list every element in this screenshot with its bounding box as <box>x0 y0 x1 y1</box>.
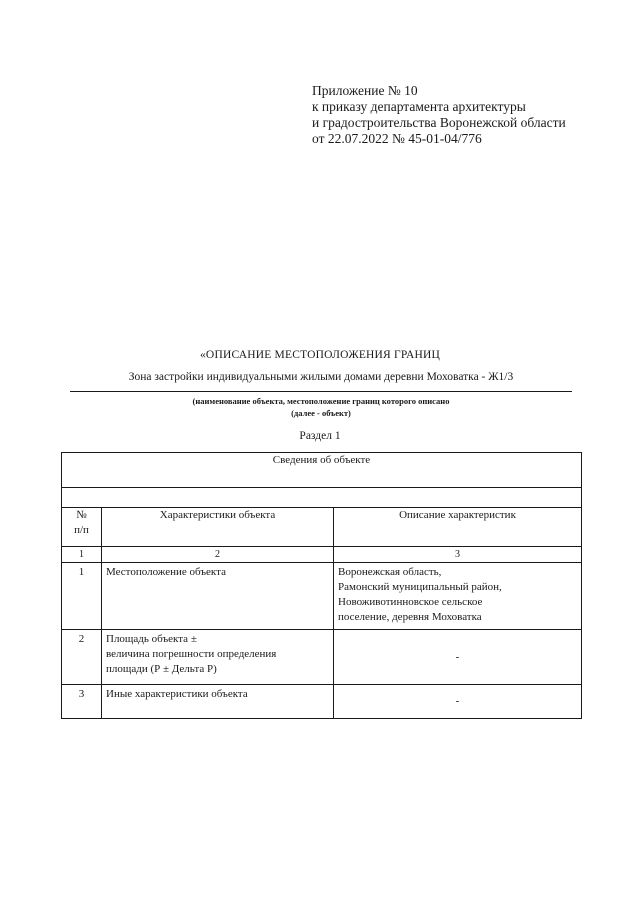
underline-divider <box>70 391 572 392</box>
row-number: 2 <box>62 630 102 685</box>
column-header-characteristics: Характеристики объекта <box>102 508 334 547</box>
table-empty-row <box>62 488 582 508</box>
table-column-numbers <box>62 547 582 563</box>
column-header-description: Описание характеристик <box>334 508 582 547</box>
column-number-2: 2 <box>102 547 334 563</box>
table-heading-row <box>62 453 582 488</box>
appendix-line-3: и градостроительства Воронежской области <box>312 115 566 130</box>
caption-line-2: (далее - объект) <box>291 408 351 418</box>
row-characteristic: Площадь объекта ± величина погрешности определения площади (Р ± Дельта Р) <box>102 630 334 685</box>
document-title: «ОПИСАНИЕ МЕСТОПОЛОЖЕНИЯ ГРАНИЦ <box>199 349 440 361</box>
column-number-3: 3 <box>334 547 582 563</box>
table-column-headers <box>62 508 582 547</box>
table-row <box>62 630 582 685</box>
row-description: - <box>334 630 582 685</box>
row-description: - <box>334 685 582 719</box>
table-heading: Сведения об объекте <box>62 453 582 488</box>
empty-cell <box>62 488 582 508</box>
row-characteristic: Иные характеристики объекта <box>102 685 334 719</box>
section-title: Раздел 1 <box>299 430 341 442</box>
object-info-table <box>61 452 582 719</box>
column-header-number: № п/п <box>62 508 102 547</box>
caption-line-1: (наименование объекта, местоположение границ которого описано <box>192 396 450 406</box>
appendix-line-2: к приказу департамента архитектуры <box>312 99 526 114</box>
row-number: 3 <box>62 685 102 719</box>
zone-name: Зона застройки индивидуальными жилыми домами деревни Моховатка - Ж1/3 <box>128 371 514 383</box>
table-row <box>62 563 582 630</box>
appendix-header <box>312 83 566 147</box>
row-number: 1 <box>62 563 102 630</box>
table-row <box>62 685 582 719</box>
appendix-line-4: от 22.07.2022 № 45-01-04/776 <box>312 131 482 146</box>
appendix-line-1: Приложение № 10 <box>312 83 418 98</box>
object-caption <box>70 395 572 419</box>
column-number-1: 1 <box>62 547 102 563</box>
row-characteristic: Местоположение объекта <box>102 563 334 630</box>
row-description: Воронежская область, Рамонский муниципальный район, Новоживотинновское сельское поселение, деревня Моховатка <box>334 563 582 630</box>
